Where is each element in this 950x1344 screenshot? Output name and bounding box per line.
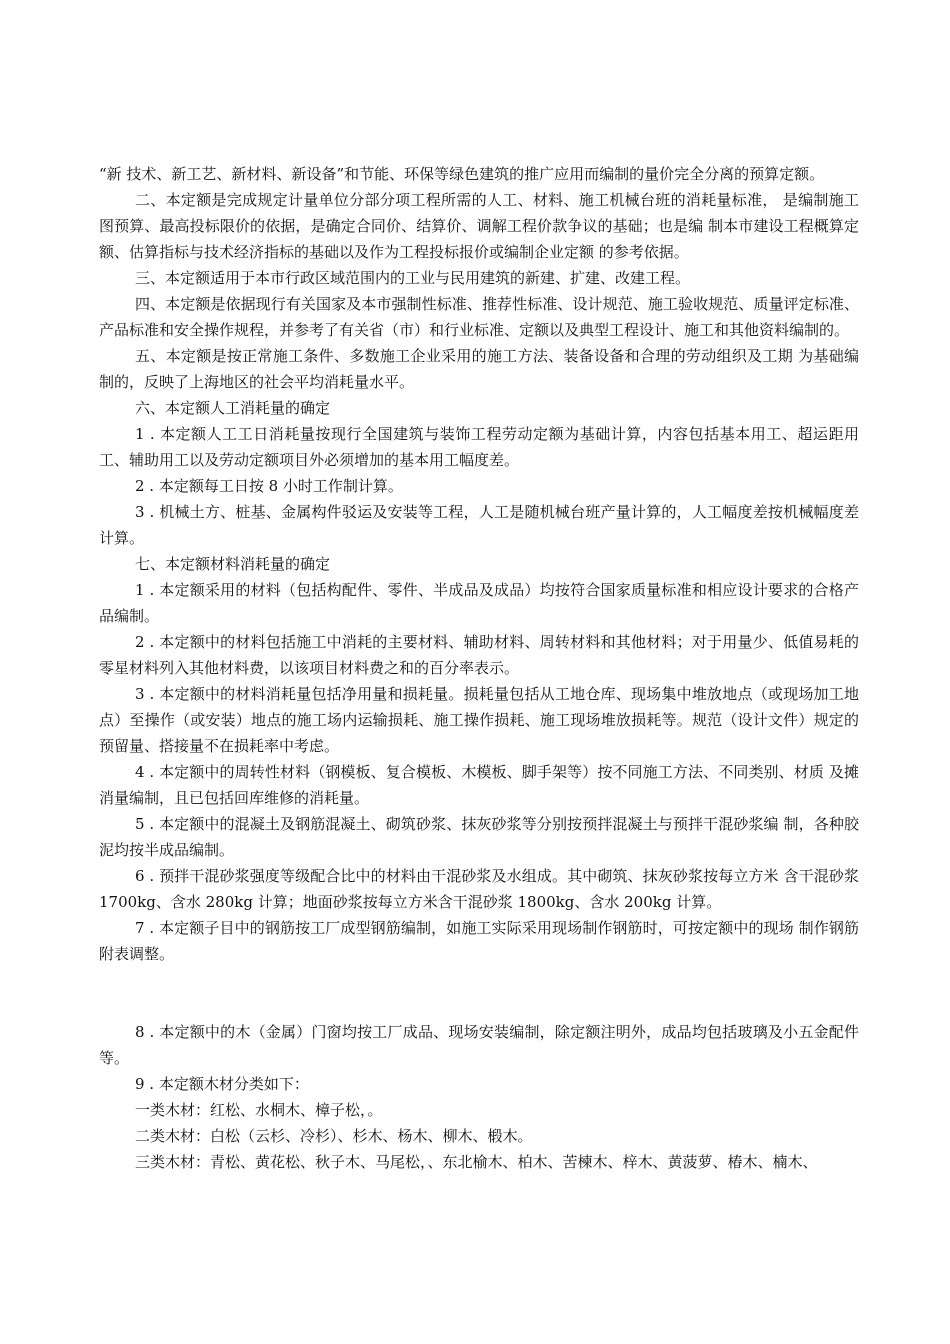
labor-item-3: 3 . 机械土方、桩基、金属构件驳运及安装等工程，人工是随机械台班产量计算的，人工幅度差按机械幅度差计算。 [99,503,859,547]
document-body [99,161,859,1175]
paragraph-4: 四、本定额是依据现行有关国家及本市强制性标准、推荐性标准、设计规范、施工验收规范、质量评定标准、产品标准和安全操作规程，并参考了有关省（市）和行业标准、定额以及典型工程设计、施工和其他资料编制的。 [99,295,859,339]
wood-class-3: 三类木材：青松、黄花松、秋子木、马尾松，、东北榆木、柏木、苦楝木、梓木、黄菠萝、椿木、楠木、 [135,1153,818,1171]
material-item-3: 3 . 本定额中的材料消耗量包括净用量和损耗量。损耗量包括从工地仓库、现场集中堆放地点（或现场加工地点）至操作（或安装）地点的施工场内运输损耗、施工操作损耗、施工现场堆放损耗等。规范（设计文件）规定的预留量、搭接量不在损耗率中考虑。 [99,685,859,755]
labor-item-1: 1 . 本定额人工工日消耗量按现行全国建筑与装饰工程劳动定额为基础计算，内容包括基本用工、超运距用工、辅助用工以及劳动定额项目外必须增加的基本用工幅度差。 [99,425,859,469]
labor-item-2: 2 . 本定额每工日按 8 小时工作制计算。 [135,477,403,495]
material-item-9: 9 . 本定额木材分类如下： [135,1075,309,1093]
section-heading-material: 七、本定额材料消耗量的确定 [135,555,331,573]
wood-class-2: 二类木材：白松（云杉、冷杉）、杉木、杨木、柳木、椴木。 [135,1127,533,1145]
section-heading-labor: 六、本定额人工消耗量的确定 [135,399,331,417]
material-item-8: 8 . 本定额中的木（金属）门窗均按工厂成品、现场安装编制，除定额注明外，成品均包括玻璃及小五金配件等。 [99,1023,859,1067]
material-item-5: 5 . 本定额中的混凝土及钢筋混凝土、砌筑砂浆、抹灰砂浆等分别按预拌混凝土与预拌干混砂浆编 制，各种胶泥均按半成品编制。 [99,815,859,859]
paragraph-continuation: “新 技术、新工艺、新材料、新设备”和节能、环保等绿色建筑的推广应用而编制的量价完全分离的预算定额。 [99,165,825,183]
material-item-1: 1 . 本定额采用的材料（包括构配件、零件、半成品及成品）均按符合国家质量标准和相应设计要求的合格产品编制。 [99,581,859,625]
material-item-4: 4 . 本定额中的周转性材料（钢模板、复合模板、木模板、脚手架等）按不同施工方法、不同类别、材质 及摊消量编制，且已包括回库维修的消耗量。 [99,763,859,807]
wood-class-1: 一类木材：红松、水桐木、樟子松，。 [135,1101,383,1119]
material-item-6: 6 . 预拌干混砂浆强度等级配合比中的材料由干混砂浆及水组成。其中砌筑、抹灰砂浆按每立方米 含干混砂浆 1700kg、含水 280kg 计算；地面砂浆按每立方米含干混砂浆 1800kg、含水 200kg 计算。 [99,867,859,911]
material-item-2: 2 . 本定额中的材料包括施工中消耗的主要材料、辅助材料、周转材料和其他材料；对于用量少、低值易耗的零星材料列入其他材料费，以该项目材料费之和的百分率表示。 [99,633,859,677]
blank-gap [99,967,859,1019]
paragraph-3: 三、本定额适用于本市行政区域范围内的工业与民用建筑的新建、扩建、改建工程。 [135,269,691,287]
paragraph-5: 五、本定额是按正常施工条件、多数施工企业采用的施工方法、装备设备和合理的劳动组织及工期 为基础编制的，反映了上海地区的社会平均消耗量水平。 [99,347,859,391]
paragraph-2: 二、本定额是完成规定计量单位分部分项工程所需的人工、材料、施工机械台班的消耗量标准， 是编制施工图预算、最高投标限价的依据，是确定合同价、结算价、调解工程价款争议的基础；也是编 制本市建设工程概算定额、估算指标与技术经济指标的基础以及作为工程投标报价或编制企业定额 的参考依据。 [99,191,859,261]
material-item-7: 7 . 本定额子目中的钢筋按工厂成型钢筋编制，如施工实际采用现场制作钢筋时，可按定额中的现场 制作钢筋附表调整。 [99,919,859,963]
